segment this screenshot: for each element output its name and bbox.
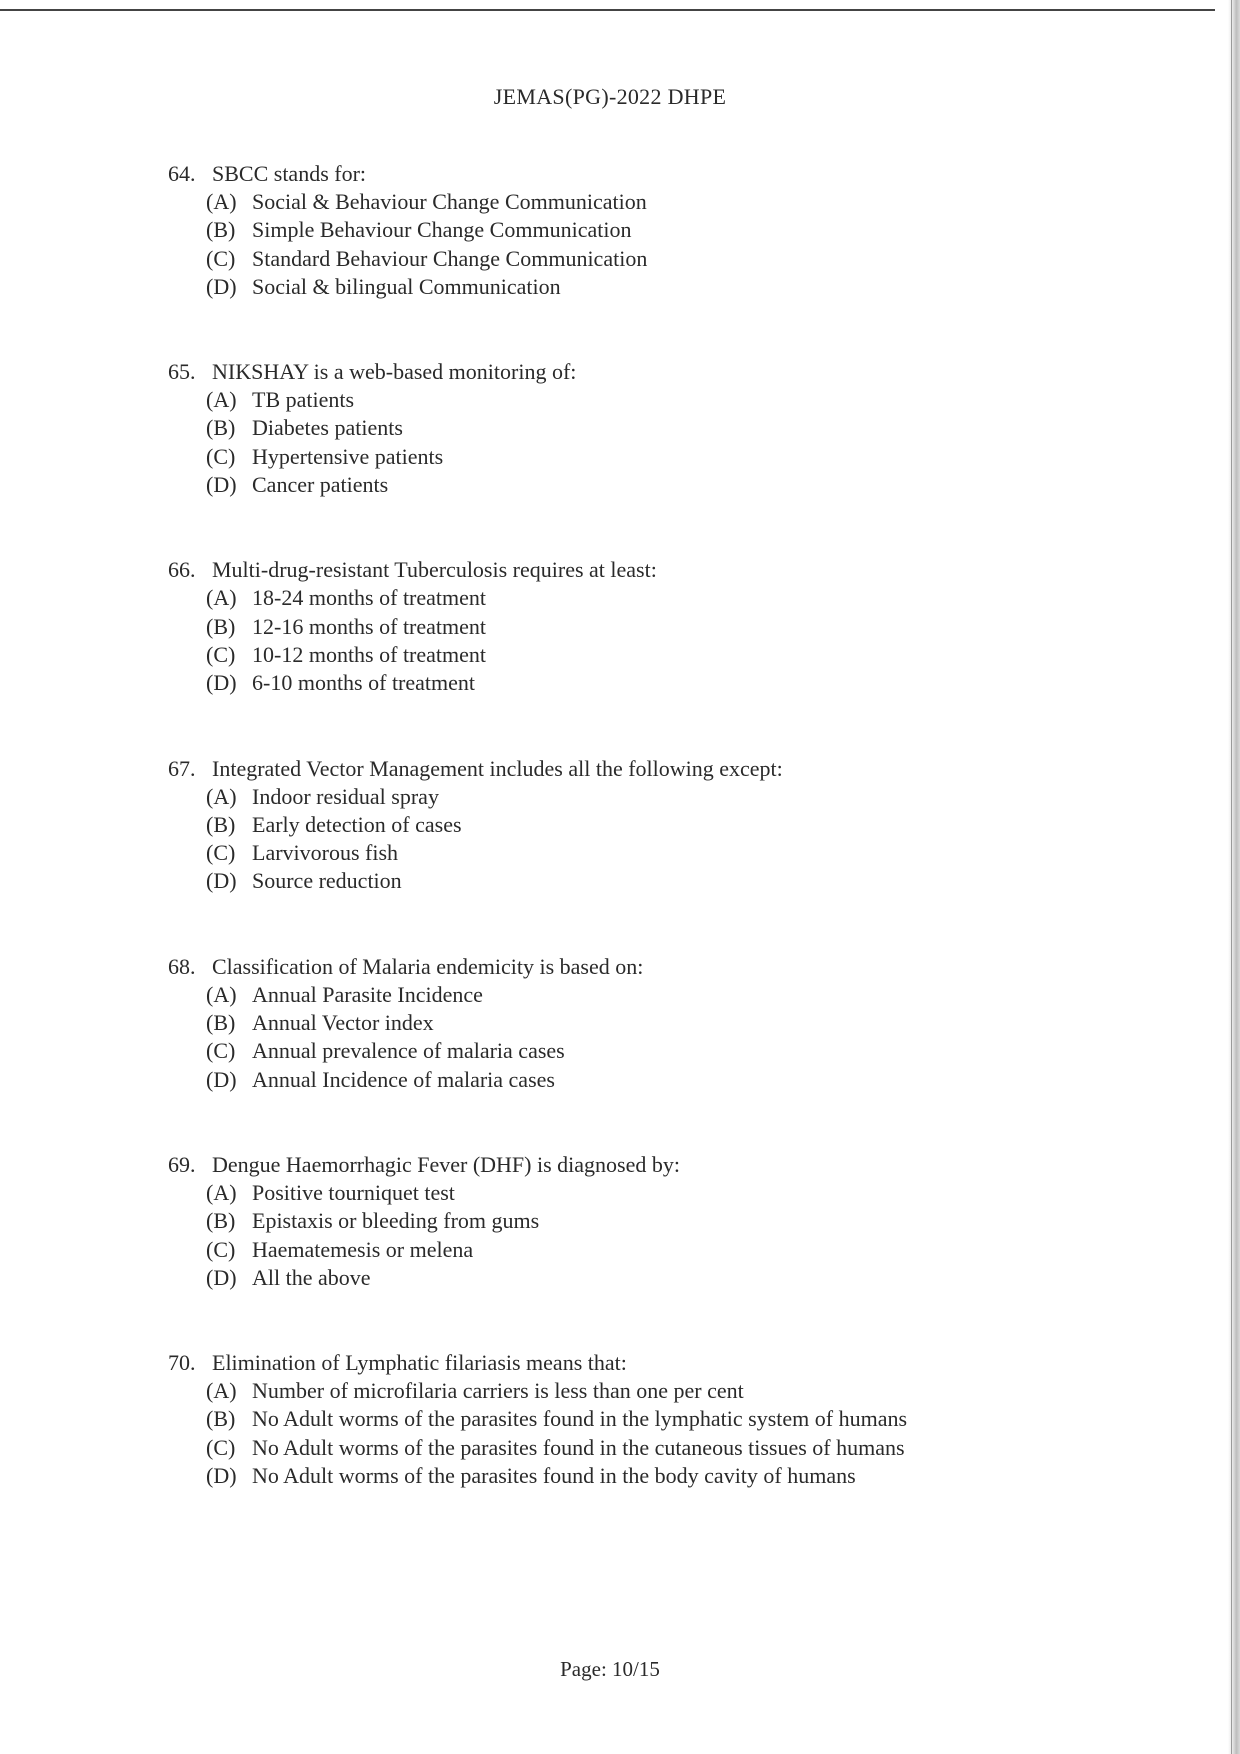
option-list (168, 386, 1068, 499)
option-letter: (D) (206, 1264, 237, 1290)
option-d (206, 867, 1068, 895)
option-letter: (C) (206, 1236, 236, 1262)
option-a (206, 981, 1068, 1009)
question-66 (168, 556, 1068, 697)
option-c (206, 443, 1068, 471)
option-list (168, 1377, 1068, 1490)
option-d (206, 273, 1068, 301)
question-64 (168, 160, 1068, 301)
option-letter: (B) (206, 217, 236, 243)
option-c (206, 1236, 1068, 1264)
question-number: 68. (168, 953, 196, 979)
option-letter: (A) (206, 1179, 237, 1205)
option-letter: (B) (206, 811, 236, 837)
option-text: Diabetes patients (252, 415, 403, 441)
option-letter: (B) (206, 1010, 236, 1036)
option-a (206, 783, 1068, 811)
option-list (168, 981, 1068, 1094)
question-65 (168, 358, 1068, 499)
option-list (168, 1179, 1068, 1292)
question-number: 70. (168, 1350, 196, 1376)
option-text: Simple Behaviour Change Communication (252, 217, 632, 243)
question-text: SBCC stands for: (212, 161, 367, 186)
option-letter: (A) (206, 981, 237, 1007)
option-letter: (C) (206, 1434, 236, 1460)
option-b (206, 1405, 1068, 1433)
option-letter: (A) (206, 783, 237, 809)
option-b (206, 1207, 1068, 1235)
question-number: 65. (168, 359, 196, 385)
option-text: No Adult worms of the parasites found in the lymphatic system of humans (252, 1406, 908, 1432)
option-letter: (D) (206, 1463, 237, 1489)
question-text: Integrated Vector Management includes all the following except: (212, 755, 783, 781)
option-d (206, 1066, 1068, 1094)
option-list (168, 783, 1068, 896)
option-a (206, 1179, 1068, 1207)
option-b (206, 414, 1068, 442)
option-letter: (B) (206, 415, 236, 441)
option-text: Source reduction (252, 868, 402, 894)
option-text: Positive tourniquet test (252, 1179, 455, 1205)
option-text: Epistaxis or bleeding from gums (252, 1208, 540, 1234)
option-text: Annual Vector index (252, 1010, 434, 1036)
option-text: Haematemesis or melena (252, 1236, 474, 1262)
option-text: No Adult worms of the parasites found in the cutaneous tissues of humans (252, 1434, 905, 1460)
option-letter: (B) (206, 1208, 236, 1234)
option-text: Standard Behaviour Change Communication (252, 245, 648, 271)
question-number: 64. (168, 161, 196, 186)
option-letter: (B) (206, 613, 236, 639)
option-text: Annual prevalence of malaria cases (252, 1038, 565, 1064)
option-letter: (C) (206, 840, 236, 866)
option-letter: (C) (206, 1038, 236, 1064)
option-text: Hypertensive patients (252, 443, 444, 469)
option-letter: (D) (206, 868, 237, 894)
option-a (206, 188, 1068, 216)
option-text: Larvivorous fish (252, 840, 399, 866)
question-text: Classification of Malaria endemicity is based on: (212, 953, 644, 979)
option-text: Indoor residual spray (252, 783, 439, 809)
option-text: TB patients (252, 387, 355, 413)
option-letter: (B) (206, 1406, 236, 1432)
option-text: Cancer patients (252, 472, 389, 498)
option-text: Number of microfilaria carriers is less than one per cent (252, 1378, 744, 1404)
option-a (206, 1377, 1068, 1405)
question-70 (168, 1349, 1068, 1490)
option-text: No Adult worms of the parasites found in the body cavity of humans (252, 1463, 856, 1489)
question-text: Multi-drug-resistant Tuberculosis requires at least: (212, 557, 657, 583)
option-letter: (C) (206, 245, 236, 271)
question-text: NIKSHAY is a web-based monitoring of: (212, 359, 577, 385)
option-letter: (A) (206, 387, 237, 413)
question-68 (168, 953, 1068, 1094)
option-c (206, 1037, 1068, 1065)
page-number: Page: 10/15 (560, 1657, 660, 1681)
option-letter: (D) (206, 670, 237, 696)
option-text: 10-12 months of treatment (252, 641, 487, 667)
option-letter: (D) (206, 1066, 237, 1092)
option-text: Annual Parasite Incidence (252, 981, 483, 1007)
option-a (206, 584, 1068, 612)
option-b (206, 613, 1068, 641)
question-number: 67. (168, 755, 196, 781)
option-d (206, 1462, 1068, 1490)
question-number: 69. (168, 1151, 196, 1177)
option-d (206, 1264, 1068, 1292)
option-d (206, 669, 1068, 697)
option-c (206, 641, 1068, 669)
option-letter: (C) (206, 641, 236, 667)
option-text: Social & bilingual Communication (252, 273, 561, 299)
option-letter: (D) (206, 273, 237, 299)
page-header: JEMAS(PG)-2022 DHPE (493, 84, 727, 109)
option-text: 12-16 months of treatment (252, 613, 487, 639)
option-letter: (C) (206, 443, 236, 469)
option-letter: (D) (206, 472, 237, 498)
option-c (206, 1434, 1068, 1462)
question-67 (168, 755, 1068, 896)
option-list (168, 584, 1068, 697)
option-text: 18-24 months of treatment (252, 585, 487, 611)
option-text: All the above (252, 1264, 371, 1290)
question-69 (168, 1151, 1068, 1292)
question-number: 66. (168, 557, 196, 583)
option-text: Annual Incidence of malaria cases (252, 1066, 555, 1092)
option-list (168, 188, 1068, 301)
top-rule (0, 9, 1215, 11)
option-text: Early detection of cases (252, 811, 462, 837)
option-letter: (A) (206, 1378, 237, 1404)
option-letter: (A) (206, 585, 237, 611)
option-text: 6-10 months of treatment (252, 670, 476, 696)
option-c (206, 839, 1068, 867)
question-list (168, 160, 1068, 1547)
option-b (206, 216, 1068, 244)
question-text: Dengue Haemorrhagic Fever (DHF) is diagnosed by: (212, 1151, 680, 1177)
option-d (206, 471, 1068, 499)
option-b (206, 811, 1068, 839)
option-letter: (A) (206, 189, 237, 214)
option-b (206, 1009, 1068, 1037)
option-text: Social & Behaviour Change Communication (252, 189, 647, 214)
option-a (206, 386, 1068, 414)
option-c (206, 245, 1068, 273)
scan-edge (1228, 0, 1240, 1754)
question-text: Elimination of Lymphatic filariasis means that: (212, 1350, 627, 1376)
